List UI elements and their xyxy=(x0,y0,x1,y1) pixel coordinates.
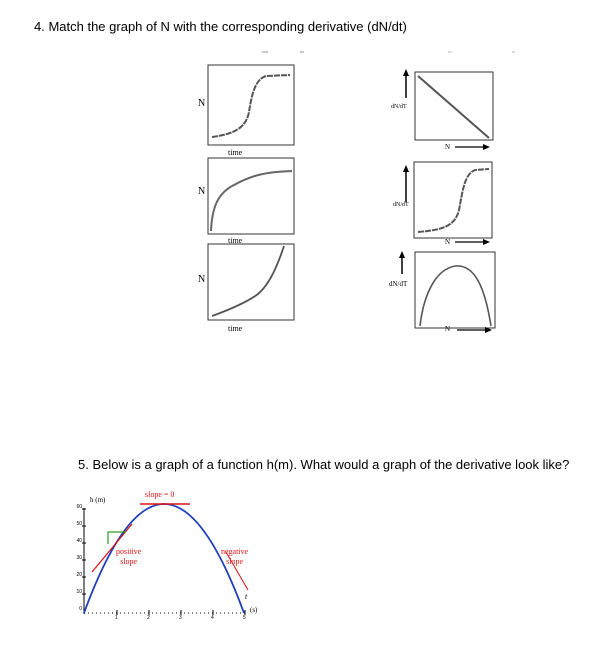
dndt-graph-decreasing xyxy=(385,62,505,158)
n-axis-label: N xyxy=(198,186,206,197)
question-5-text: 5. Below is a graph of a function h(m). What would a graph of the derivative look like? xyxy=(78,457,570,472)
dndt-axis-label: dN/dT xyxy=(389,280,408,288)
saturating-curve xyxy=(211,171,292,231)
exponential-curve xyxy=(212,246,284,316)
t-axis-label: t xyxy=(245,592,248,601)
n-graph-exponential xyxy=(194,242,304,338)
n-axis-label: N xyxy=(445,238,451,246)
decreasing-line xyxy=(418,76,489,138)
graph-frame xyxy=(208,65,294,145)
graph-frame xyxy=(414,162,492,238)
question-4-text: 4. Match the graph of N with the corresponding derivative (dN/dt) xyxy=(34,19,407,34)
negative-slope-label: negative slope xyxy=(221,547,249,566)
dndt-graph-sigmoid xyxy=(385,158,505,254)
dndt-graph-hump xyxy=(385,248,505,344)
height-vs-time-graph xyxy=(40,486,280,626)
hump-curve xyxy=(420,266,491,326)
n-graph-saturating xyxy=(194,155,304,251)
n-axis-label: N xyxy=(198,98,206,109)
y-tick-labels: 60 50 40 30 20 10 0 xyxy=(76,504,82,612)
seconds-unit-label: (s) xyxy=(250,606,258,614)
graph-frame xyxy=(415,72,493,140)
h-axis-label: h (m) xyxy=(90,496,106,504)
n-axis-label: N xyxy=(445,325,451,333)
n-axis-label: N xyxy=(198,274,206,285)
slope-zero-label: slope = 0 xyxy=(145,490,175,499)
x-tick-labels: 1 2 3 4 5 xyxy=(115,615,246,621)
dndt-axis-label: dN/dT xyxy=(393,202,409,208)
time-axis-label: time xyxy=(228,148,243,157)
n-graph-sigmoid xyxy=(194,64,304,160)
time-axis-label: time xyxy=(228,324,243,333)
n-axis-label: N xyxy=(445,143,451,151)
height-curve xyxy=(84,504,244,613)
sigmoid-curve xyxy=(418,169,489,232)
time-axis-label: time xyxy=(228,236,243,245)
sigmoid-curve xyxy=(212,75,290,137)
dndt-axis-label: dN/dT xyxy=(391,104,407,110)
positive-slope-label: positive slope xyxy=(116,547,142,566)
